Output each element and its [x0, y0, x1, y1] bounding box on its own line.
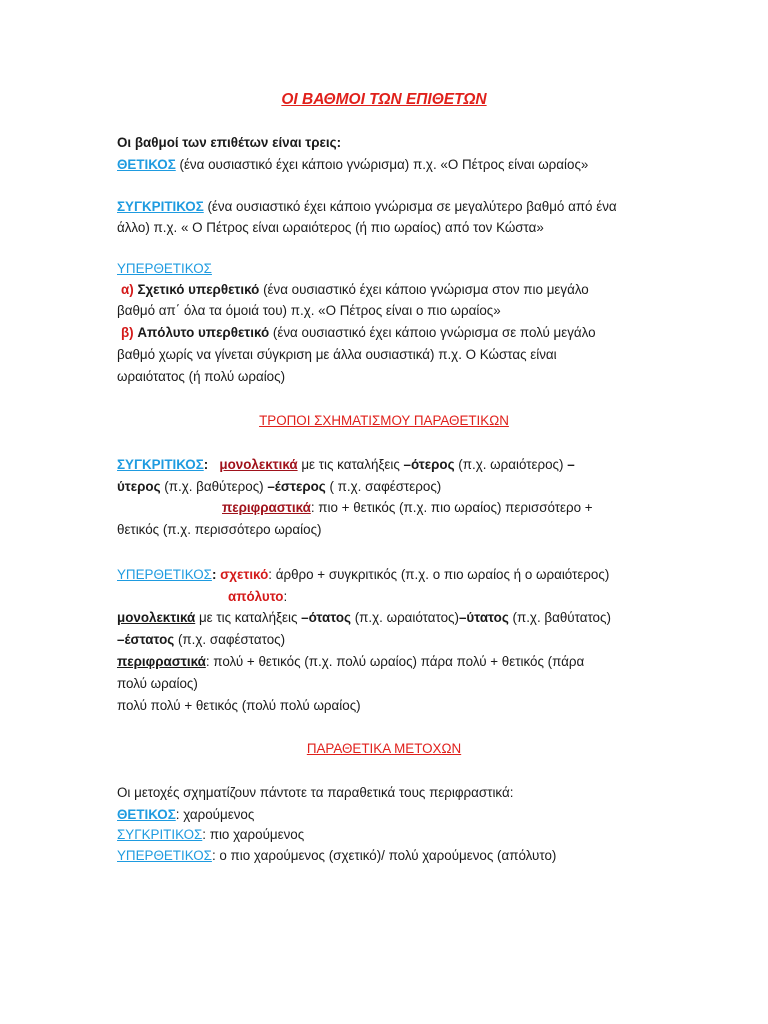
b-label: Απόλυτο υπερθετικό	[137, 325, 270, 340]
sygkritikos-text-2: άλλο) π.χ. « Ο Πέτρος είναι ωραιότερος (ή πιο ωραίος) από τον Κώστα»	[117, 220, 544, 235]
perifrastika-term-2: περιφραστικά	[117, 654, 206, 669]
yper-text-8: πολύ πολύ + θετικός (πολύ πολύ ωραίος)	[117, 698, 361, 713]
participle-thet-label: ΘΕΤΙΚΟΣ	[117, 807, 176, 822]
participle-yper-label: ΥΠΕΡΘΕΤΙΚΟΣ	[117, 848, 212, 863]
participle-yper-text: : ο πιο χαρούμενος (σχετικό)/ πολύ χαρούμενος (απόλυτο)	[211, 848, 557, 863]
yper-formation-line	[117, 566, 609, 584]
b-text-3: ωραιότατος (ή πολύ ωραίος)	[117, 369, 286, 384]
participle-thetikos-line	[117, 806, 254, 824]
syg-text-6: θετικός (π.χ. περισσότερο ωραίος)	[117, 522, 322, 537]
yper-label: ΥΠΕΡΘΕΤΙΚΟΣ	[117, 567, 212, 582]
syg-text-2: (π.χ. ωραιότερος)	[454, 457, 568, 472]
b-text-1: (ένα ουσιαστικό έχει κάποιο γνώρισμα σε πολύ μεγάλο	[269, 325, 596, 340]
intro-lead: Οι βαθμοί των επιθέτων είναι τρεις:	[117, 135, 342, 150]
syg-text-1: με τις καταλήξεις	[297, 457, 404, 472]
yper-text-6: : πολύ + θετικός (π.χ. πολύ ωραίος) πάρα πολύ + θετικός (πάρα	[205, 654, 585, 669]
ending-estatos: –έστατος	[117, 632, 175, 647]
intro-sygkritikos-line	[117, 198, 617, 216]
a-marker: α)	[121, 282, 134, 297]
participle-syg-label: ΣΥΓΚΡΙΤΙΚΟΣ	[117, 827, 203, 842]
yper-text-5: (π.χ. σαφέστατος)	[174, 632, 286, 647]
participle-thet-text: : χαρούμενος	[175, 807, 255, 822]
yper-text-7: πολύ ωραίος)	[117, 676, 198, 691]
a-text-2: βαθμό απ΄ όλα τα όμοιά του) π.χ. «Ο Πέτρος είναι ο πιο ωραίος»	[117, 303, 501, 318]
ending-oteros: –ότερος	[403, 457, 455, 472]
page-title: ΟΙ ΒΑΘΜΟΙ ΤΩΝ ΕΠΙΘΕΤΩΝ	[281, 91, 487, 108]
participle-syg-text: : πιο χαρούμενος	[202, 827, 305, 842]
participle-yperthetikos-line	[117, 847, 556, 865]
syg-text-4: ( π.χ. σαφέστερος)	[325, 479, 442, 494]
syg-colon: :	[203, 457, 209, 472]
yperthetikos-label: ΥΠΕΡΘΕΤΙΚΟΣ	[117, 261, 212, 276]
ending-ytatos: –ύτατος	[458, 610, 509, 625]
b-marker: β)	[121, 325, 134, 340]
syg-label: ΣΥΓΚΡΙΤΙΚΟΣ	[117, 457, 204, 472]
intro-thetikos-line	[117, 156, 588, 174]
a-text-1: (ένα ουσιαστικό έχει κάποιο γνώρισμα στον πιο μεγάλο	[259, 282, 589, 297]
relative-superlative-line	[121, 281, 589, 299]
dash: –	[567, 457, 575, 472]
apolyto-term: απόλυτο	[228, 589, 284, 604]
participles-lead: Οι μετοχές σχηματίζουν πάντοτε τα παραθετικά τους περιφραστικά:	[117, 785, 514, 800]
perifrastika-term: περιφραστικά	[222, 500, 311, 515]
participle-sygkritikos-line	[117, 826, 304, 844]
sxetiko-term: σχετικό	[220, 567, 269, 582]
a-label: Σχετικό υπερθετικό	[137, 282, 260, 297]
yper-periphrastic-line	[117, 653, 584, 671]
apolyto-line	[228, 588, 287, 606]
section-heading-formation: ΤΡΟΠΟΙ ΣΧΗΜΑΤΙΣΜΟΥ ΠΑΡΑΘΕΤΙΚΩΝ	[259, 413, 509, 428]
ending-otatos: –ότατος	[301, 610, 351, 625]
thetikos-text: (ένα ουσιαστικό έχει κάποιο γνώρισμα) π.χ. «Ο Πέτρος είναι ωραίος»	[175, 157, 589, 172]
yper-mono-line	[117, 609, 611, 627]
b-text-2: βαθμό χωρίς να γίνεται σύγκριση με άλλα ουσιαστικά) π.χ. Ο Κώστας είναι	[117, 347, 557, 362]
syg-formation-line-2	[117, 478, 441, 496]
monolektika-term-2: μονολεκτικά	[117, 610, 196, 625]
syg-text-3: (π.χ. βαθύτερος)	[160, 479, 268, 494]
sygkritikos-label: ΣΥΓΚΡΙΤΙΚΟΣ	[117, 199, 204, 214]
ending-esteros: –έστερος	[267, 479, 326, 494]
sygkritikos-text-1: (ένα ουσιαστικό έχει κάποιο γνώρισμα σε μεγαλύτερο βαθμό από ένα	[203, 199, 617, 214]
yper-mono-line-2	[117, 631, 285, 649]
ending-yteros: ύτερος	[117, 479, 161, 494]
syg-formation-line	[117, 456, 575, 474]
syg-periphrastic-line	[222, 499, 593, 517]
section-heading-participles: ΠΑΡΑΘΕΤΙΚΑ ΜΕΤΟΧΩΝ	[306, 741, 462, 756]
monolektika-term: μονολεκτικά	[219, 457, 298, 472]
absolute-superlative-line	[121, 324, 596, 342]
yper-text-2: με τις καταλήξεις	[195, 610, 302, 625]
yper-text-1: : άρθρο + συγκριτικός (π.χ. ο πιο ωραίος ή ο ωραιότερος)	[268, 567, 610, 582]
yper-text-4: (π.χ. βαθύτατος)	[508, 610, 611, 625]
syg-text-5: : πιο + θετικός (π.χ. πιο ωραίος) περισσότερο +	[310, 500, 593, 515]
apolyto-colon: :	[283, 589, 288, 604]
yper-text-3: (π.χ. ωραιότατος)	[351, 610, 459, 625]
yper-colon: :	[211, 567, 217, 582]
thetikos-label: ΘΕΤΙΚΟΣ	[117, 157, 176, 172]
